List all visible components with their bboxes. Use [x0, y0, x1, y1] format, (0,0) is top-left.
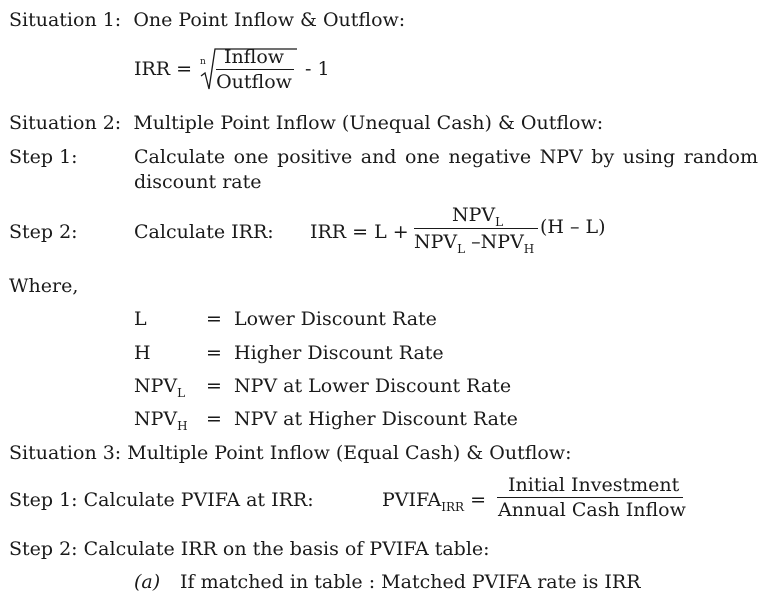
irr-fraction-numerator: $NPV_L$ — [452, 204, 504, 229]
pvifa-numerator: Initial Investment — [508, 474, 680, 496]
situation-2-step1-label: Step 1: — [9, 146, 78, 168]
situation-2-step1-line1: Calculate one positive and one negative NPV by using random — [134, 146, 758, 168]
def-description: Higher Discount Rate — [234, 342, 444, 364]
situation-3-heading: Situation 3: Multiple Point Inflow (Equal Cash) & Outflow: — [9, 442, 572, 464]
situation-1-suffix: - 1 — [305, 58, 330, 80]
def-equals: = — [206, 408, 222, 430]
def-symbol: L — [134, 308, 147, 330]
def-description: NPV at Lower Discount Rate — [234, 375, 512, 397]
def-description: Lower Discount Rate — [234, 308, 437, 330]
situation-2-step2-text: Calculate IRR: — [134, 221, 274, 243]
def-equals: = — [206, 342, 222, 364]
pvifa-lhs: $PVIFA_{IRR}$ = — [382, 489, 487, 514]
root-index: n — [200, 57, 206, 67]
situation-3-step2: Step 2: Calculate IRR on the basis of PVIFA table: — [9, 538, 490, 560]
def-equals: = — [206, 375, 222, 397]
situation-3-step1: Step 1: Calculate PVIFA at IRR: — [9, 489, 314, 511]
situation-2-heading: Situation 2: Multiple Point Inflow (Unequal Cash) & Outflow: — [9, 112, 604, 134]
irr-formula-lhs: IRR = L + — [310, 221, 409, 243]
fraction-bar — [216, 69, 294, 70]
irr-multiplier: (H – L) — [540, 216, 606, 238]
fraction-numerator: Inflow — [223, 46, 285, 68]
pvifa-fraction-bar — [497, 497, 683, 498]
irr-fraction-bar — [414, 228, 538, 229]
situation-2-step1-line2: discount rate — [134, 171, 262, 193]
situation-1-irr-label: IRR = — [134, 58, 193, 80]
item-a-text: If matched in table : Matched PVIFA rate is IRR — [180, 571, 641, 593]
item-a-label: (a) — [134, 571, 161, 593]
def-description: NPV at Higher Discount Rate — [234, 408, 518, 430]
def-symbol: $NPV_L$ — [134, 375, 186, 400]
def-equals: = — [206, 308, 222, 330]
where-label: Where, — [9, 275, 79, 297]
def-symbol: H — [134, 342, 151, 364]
def-symbol: $NPV_H$ — [134, 408, 188, 433]
pvifa-denominator: Annual Cash Inflow — [498, 499, 686, 521]
situation-1-fraction — [214, 48, 294, 67]
irr-fraction-denominator: $NPV_L$ $-NPV_H$ — [414, 231, 535, 256]
situation-2-step2-label: Step 2: — [9, 221, 78, 243]
fraction-denominator-box — [214, 73, 294, 92]
situation-1-heading: Situation 1: One Point Inflow & Outflow: — [9, 9, 406, 31]
fraction-denominator: Outflow — [216, 71, 292, 93]
